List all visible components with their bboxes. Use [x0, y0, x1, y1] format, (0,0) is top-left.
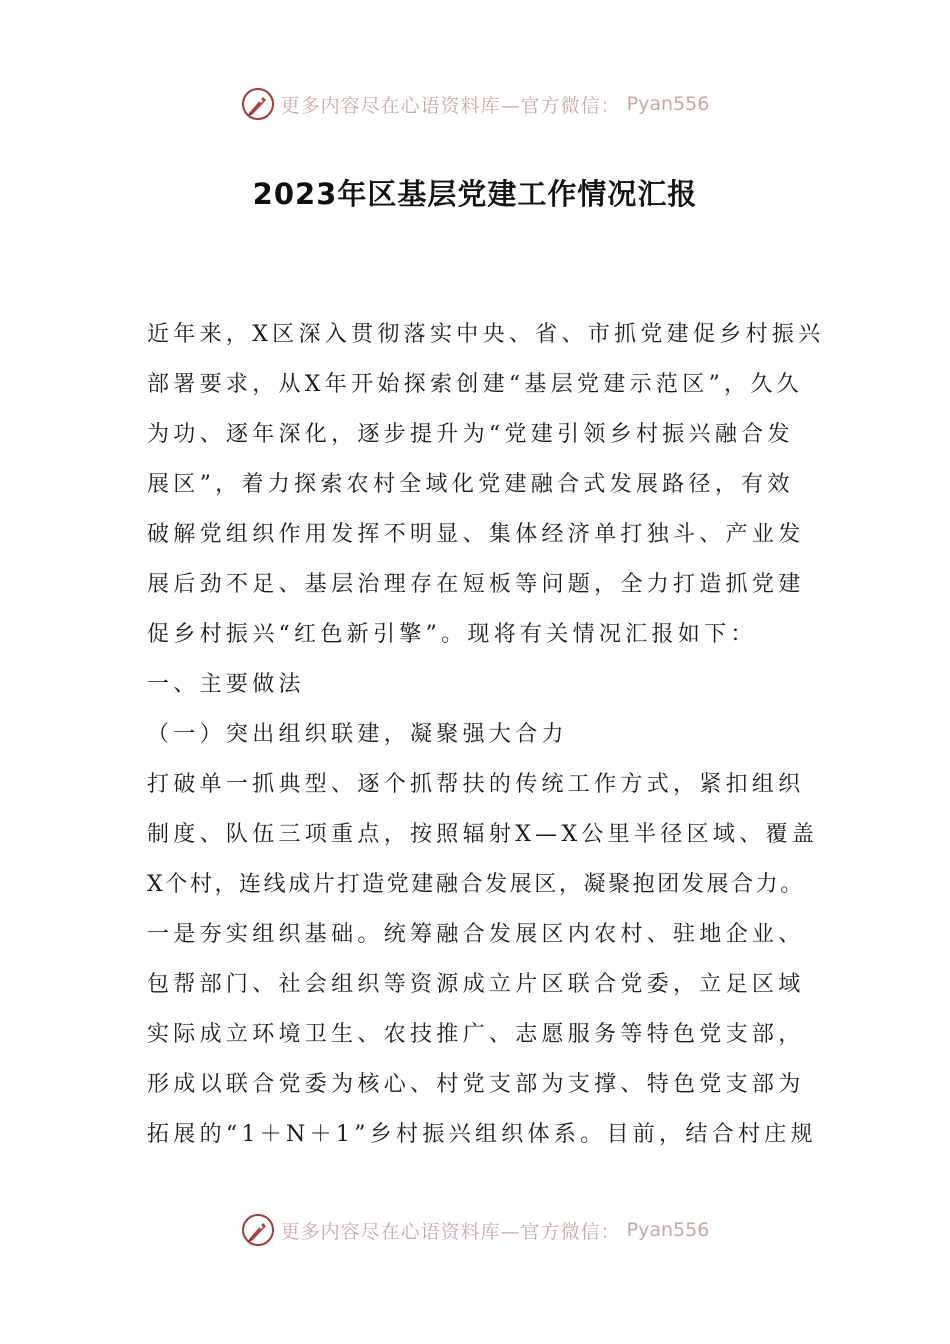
watermark-text: 更多内容尽在心语资料库—官方微信：: [280, 1220, 621, 1243]
pen-nib-logo-icon: [241, 1213, 275, 1247]
body-line: 打破单一抓典型、逐个抓帮扶的传统工作方式，紧扣组织: [147, 772, 805, 797]
document-body: [147, 310, 825, 1160]
body-line: 展后劲不足、基层治理存在短板等问题，全力打造抓党建: [147, 572, 805, 597]
document-title: 2023年区基层党建工作情况汇报: [252, 177, 698, 211]
body-line: 形成以联合党委为核心、村党支部为支撑、特色党支部为: [147, 1072, 805, 1097]
body-line: 部署要求，从X年开始探索创建“基层党建示范区”，久久: [147, 372, 803, 397]
body-line: 包帮部门、社会组织等资源成立片区联合党委，立足区域: [147, 972, 805, 997]
body-line: 促乡村振兴“红色新引擎”。现将有关情况汇报如下：: [147, 622, 757, 647]
body-line: 实际成立环境卫生、农技推广、志愿服务等特色党支部，: [147, 1022, 805, 1047]
footer-watermark: [0, 1210, 950, 1250]
pen-nib-logo-icon: [241, 87, 275, 121]
body-line: 拓展的“1＋N＋1”乡村振兴组织体系。目前，结合村庄规: [147, 1122, 817, 1147]
body-line: 一是夯实组织基础。统筹融合发展区内农村、驻地企业、: [147, 922, 805, 947]
body-line: 破解党组织作用发挥不明显、集体经济单打独斗、产业发: [147, 522, 805, 547]
watermark-handle: Pyan556: [626, 1219, 710, 1241]
watermark-text: 更多内容尽在心语资料库—官方微信：: [280, 94, 621, 117]
body-line: 展区”，着力探索农村全域化党建融合式发展路径，有效: [147, 472, 794, 497]
body-line: 为功、逐年深化，逐步提升为“党建引领乡村振兴融合发: [147, 422, 794, 447]
body-line: X个村，连线成片打造党建融合发展区，凝聚抱团发展合力。: [147, 872, 805, 897]
body-line: 近年来，X区深入贯彻落实中央、省、市抓党建促乡村振兴: [147, 322, 825, 347]
subsection-heading: （一）突出组织联建，凝聚强大合力: [147, 722, 568, 747]
header-watermark: [0, 84, 950, 124]
body-line: 制度、队伍三项重点，按照辐射X—X公里半径区域、覆盖: [147, 822, 819, 847]
section-heading: 一、主要做法: [147, 672, 305, 697]
watermark-handle: Pyan556: [626, 93, 710, 115]
